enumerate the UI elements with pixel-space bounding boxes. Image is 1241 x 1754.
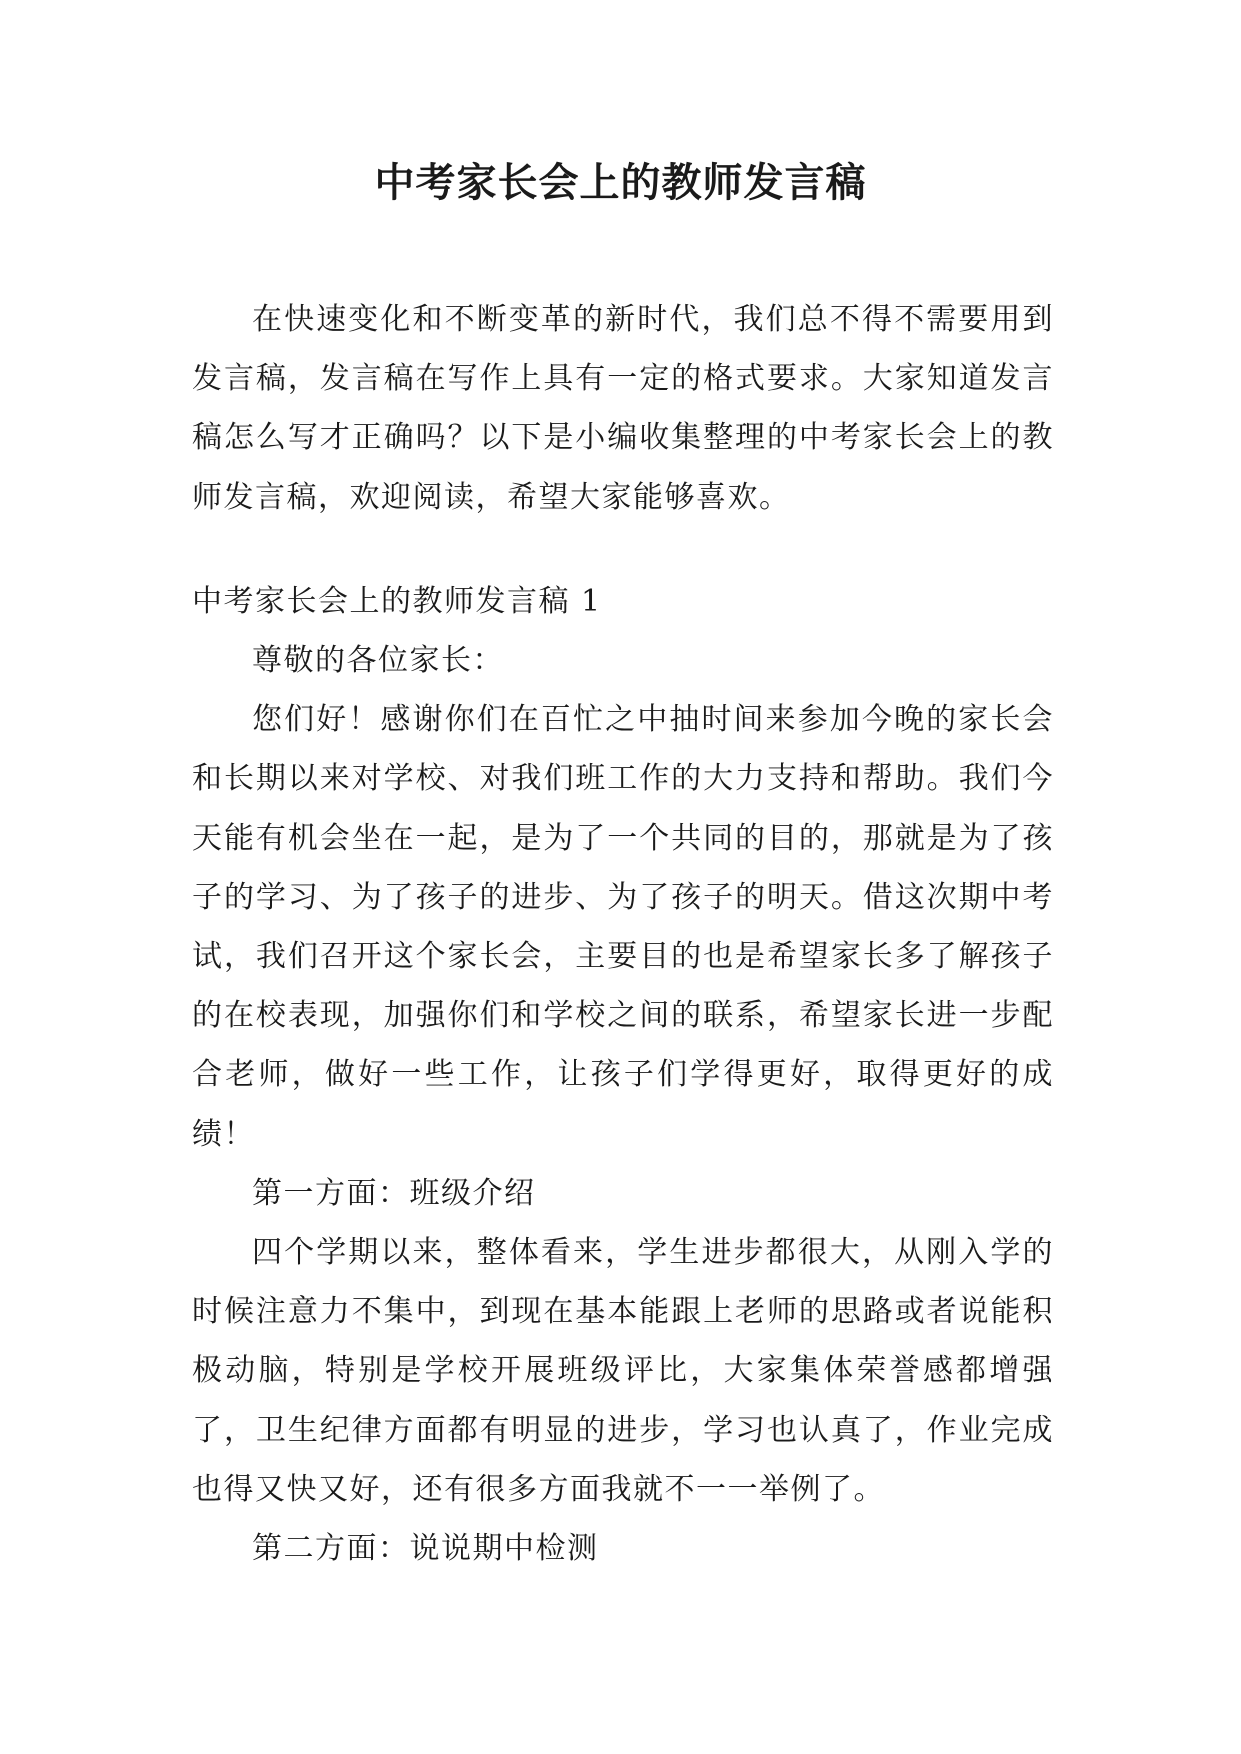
intro-paragraph: 在快速变化和不断变革的新时代，我们总不得不需要用到发言稿，发言稿在写作上具有一定的格式要求。大家知道发言稿怎么写才正确吗？以下是小编收集整理的中考家长会上的教师发言稿，欢迎阅读，希望大家能够喜欢。 [192, 302, 1054, 515]
class-intro-paragraph: 四个学期以来，整体看来，学生进步都很大，从刚入学的时候注意力不集中，到现在基本能跟上老师的思路或者说能积极动脑，特别是学校开展班级评比，大家集体荣誉感都增强了，卫生纪律方面都有明显的进步，学习也认真了，作业完成也得又快又好，还有很多方面我就不一一举例了。 [192, 1235, 1054, 1507]
greeting-paragraph: 您们好！感谢你们在百忙之中抽时间来参加今晚的家长会和长期以来对学校、对我们班工作的大力支持和帮助。我们今天能有机会坐在一起，是为了一个共同的目的，那就是为了孩子的学习、为了孩子的进步、为了孩子的明天。借这次期中考试，我们召开这个家长会，主要目的也是希望家长多了解孩子的在校表现，加强你们和学校之间的联系，希望家长进一步配合老师，做好一些工作，让孩子们学得更好，取得更好的成绩！ [192, 702, 1054, 1152]
salutation-paragraph: 尊敬的各位家长： [252, 643, 504, 679]
subheading-midterm: 第二方面：说说期中检测 [252, 1531, 599, 1567]
document-title: 中考家长会上的教师发言稿 [374, 160, 867, 206]
document-body [192, 290, 1054, 1578]
section-heading: 中考家长会上的教师发言稿 1 [192, 583, 602, 619]
subheading-class-intro: 第一方面：班级介绍 [252, 1175, 536, 1211]
